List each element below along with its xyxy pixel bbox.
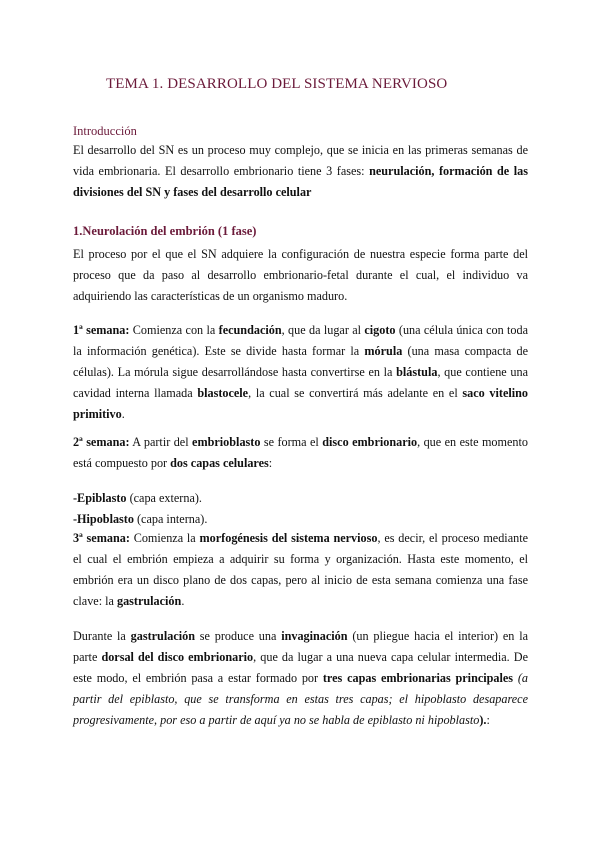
section1-heading: 1.Neurolación del embrión (1 fase) xyxy=(73,224,257,238)
week2-text: se forma el xyxy=(260,435,323,449)
week1-bold: saco vitelino primitivo xyxy=(73,386,528,421)
gastrulation-text: Durante la xyxy=(73,629,131,643)
layer-name: -Hipoblasto xyxy=(73,512,134,526)
week2-bold: disco embrionario xyxy=(322,435,418,449)
gastrulation-bold: ). xyxy=(479,713,487,727)
gastrulation-text: : xyxy=(486,713,490,727)
layer-name: -Epiblasto xyxy=(73,491,127,505)
week3-label: 3ª semana: xyxy=(73,531,130,545)
week2-paragraph xyxy=(73,432,528,474)
week2-text: , que en este momento está compuesto por xyxy=(73,435,528,470)
week1-label: 1ª semana: xyxy=(73,323,130,337)
week1-bold: blástula xyxy=(396,365,438,379)
layer-item-epiblasto xyxy=(73,491,202,506)
layer-description: (capa externa). xyxy=(126,491,202,505)
document-title: TEMA 1. DESARROLLO DEL SISTEMA NERVIOSO xyxy=(106,76,448,92)
gastrulation-text: se produce una xyxy=(194,629,282,643)
gastrulation-bold: dorsal del disco embrionario xyxy=(101,650,254,664)
intro-heading: Introducción xyxy=(73,124,137,138)
intro-paragraph xyxy=(73,140,528,203)
week1-text: , que contiene una cavidad interna llamada xyxy=(73,365,528,400)
week3-bold: morfogénesis del sistema nervioso xyxy=(199,531,378,545)
week3-text: Comienza la xyxy=(129,531,200,545)
week1-bold: mórula xyxy=(364,344,403,358)
week1-bold: fecundación xyxy=(218,323,282,337)
week3-bold: gastrulación xyxy=(116,594,182,608)
week1-text: (una masa compacta de células). La mórula sigue desarrollándose hasta convertirse en la xyxy=(73,344,528,379)
layer-description: (capa interna). xyxy=(133,512,208,526)
intro-text: El desarrollo del SN es un proceso muy complejo, que se inicia en las primeras semanas de vida embrionaria. El desarrollo embrionario tiene 3 fases: xyxy=(73,143,528,178)
week1-text: , la cual se convertirá más adelante en el xyxy=(248,386,463,400)
week1-text: Comienza con la xyxy=(129,323,219,337)
gastrulation-text: , que da lugar a una nueva capa celular intermedia. De este modo, el embrión pasa a estar formado por xyxy=(73,650,529,685)
gastrulation-bold: gastrulación xyxy=(130,629,195,643)
week3-text: , es decir, el proceso mediante el cual el embrión empieza a adquirir su forma y organización. Hasta este momento, el embrión era un disco plano de dos capas, pero al inicio de esta semana comienza una fase clave: la xyxy=(73,531,528,608)
week2-text: A partir del xyxy=(129,435,193,449)
gastrulation-italic-note: (a partir del epiblasto, que se transforma en estas tres capas; el hipoblasto desaparece progresivamente, por eso a partir de aquí ya no se habla de epiblasto ni hipoblasto xyxy=(73,671,529,727)
week2-label: 2ª semana: xyxy=(73,435,130,449)
week1-bold: blastocele xyxy=(197,386,249,400)
week1-text: (una célula única con toda la información genética). Este se divide hasta formar la xyxy=(73,323,529,358)
gastrulation-bold: tres capas embrionarias principales xyxy=(322,671,514,685)
layer-item-hipoblasto xyxy=(73,512,207,527)
week1-text: . xyxy=(121,407,125,421)
week1-bold: cigoto xyxy=(364,323,396,337)
week1-text: , que da lugar al xyxy=(281,323,365,337)
week2-bold: dos capas celulares xyxy=(170,456,269,470)
week3-paragraph xyxy=(73,528,528,612)
week2-text: : xyxy=(268,456,273,470)
week3-text: . xyxy=(181,594,185,608)
gastrulation-paragraph xyxy=(73,626,528,731)
gastrulation-bold: invaginación xyxy=(281,629,348,643)
section1-paragraph: El proceso por el que el SN adquiere la configuración de nuestra especie forma parte del proceso que da paso al desarrollo embrionario-fetal durante el cual, el individuo va adquiriendo las características de un organismo maduro. xyxy=(73,247,528,303)
gastrulation-text: (un pliegue hacia el interior) en la parte xyxy=(73,629,528,664)
week2-bold: embrioblasto xyxy=(192,435,261,449)
intro-bold-text: neurulación, formación de las divisiones del SN y fases del desarrollo celular xyxy=(73,164,529,199)
week1-paragraph xyxy=(73,320,528,425)
